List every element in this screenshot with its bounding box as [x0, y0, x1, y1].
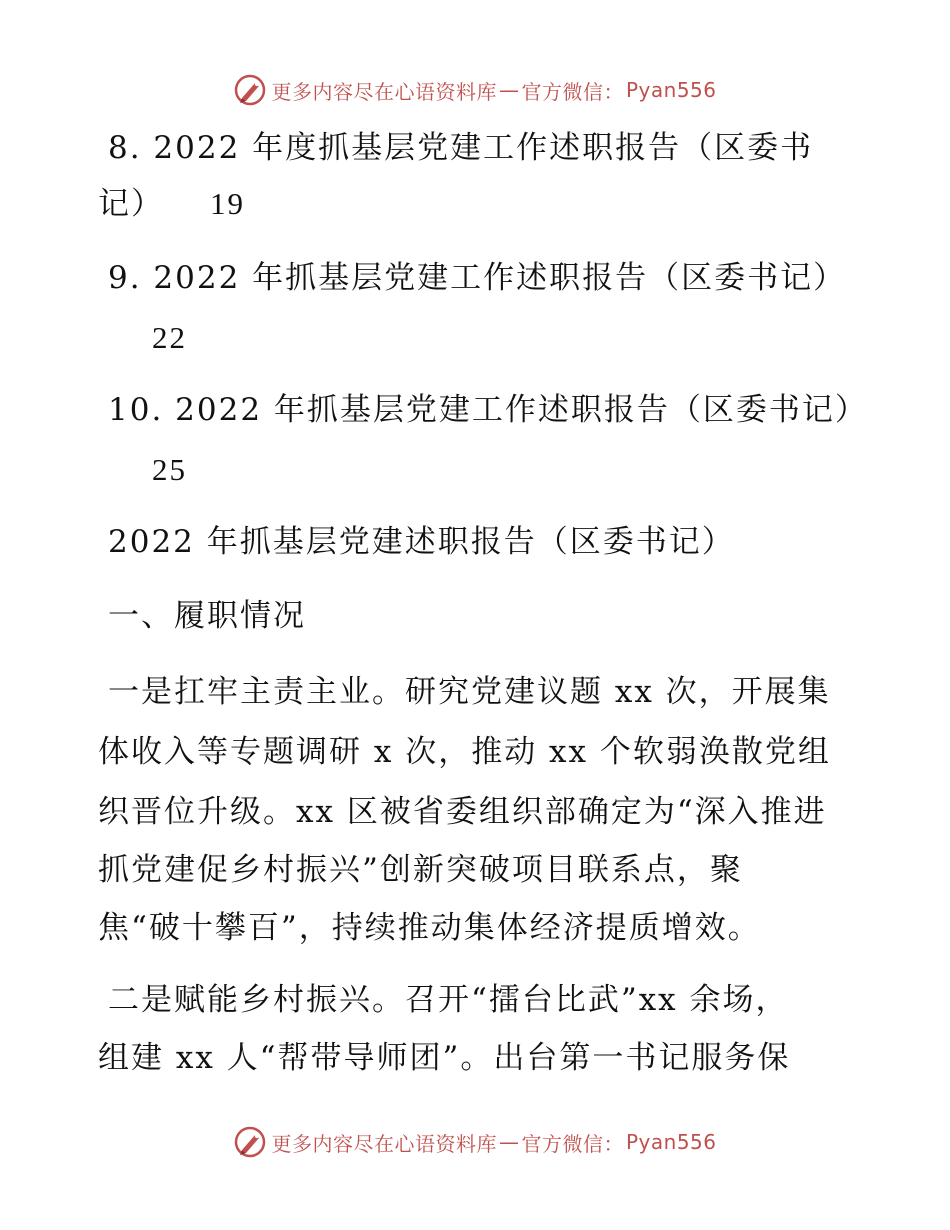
paragraph-1-line-1: 一是扛牢主责主业。研究党建议题 xx 次，开展集 — [108, 674, 831, 710]
toc-item-9-page: 22 — [152, 320, 187, 355]
banner-wechat-label: 官方微信： — [521, 79, 624, 104]
toc-item-10-title: 10. 2022 年抓基层党建工作述职报告（区委书记） — [108, 392, 868, 428]
paragraph-1-line-4: 抓党建促乡村振兴”创新突破项目联系点，聚 — [98, 852, 743, 888]
banner-wechat-id: Pyan556 — [625, 78, 717, 102]
pen-logo-icon — [233, 73, 267, 107]
toc-item-8-title-cont: 记） — [98, 186, 164, 222]
pen-logo-icon — [233, 1125, 267, 1159]
watermark-banner-top — [0, 70, 950, 110]
banner-separator: — — [498, 78, 520, 102]
paragraph-1-line-3: 织晋位升级。xx 区被省委组织部确定为“深入推进 — [98, 794, 827, 830]
banner-wechat-label: 官方微信： — [521, 1131, 624, 1156]
paragraph-2-line-1: 二是赋能乡村振兴。召开“擂台比武”xx 余场， — [108, 982, 789, 1018]
paragraph-1-line-5: 焦“破十攀百”，持续推动集体经济提质增效。 — [98, 910, 761, 946]
toc-item-8-title: 8. 2022 年度抓基层党建工作述职报告（区委书 — [108, 130, 814, 166]
paragraph-1-line-2: 体收入等专题调研 x 次，推动 xx 个软弱涣散党组 — [98, 734, 831, 770]
banner-text: 更多内容尽在心语资料库 — [271, 1131, 497, 1156]
banner-text: 更多内容尽在心语资料库 — [271, 79, 497, 104]
document-title: 2022 年抓基层党建述职报告（区委书记） — [108, 524, 735, 560]
toc-item-9-title: 9. 2022 年抓基层党建工作述职报告（区委书记） — [108, 260, 847, 296]
watermark-banner-bottom — [0, 1122, 950, 1162]
banner-wechat-id: Pyan556 — [625, 1130, 717, 1154]
banner-separator: — — [498, 1130, 520, 1154]
section-heading-1: 一、履职情况 — [108, 598, 306, 634]
toc-item-10-page: 25 — [152, 452, 187, 487]
toc-item-8-page: 19 — [210, 186, 245, 221]
paragraph-2-line-2: 组建 xx 人“帮带导师团”。出台第一书记服务保 — [98, 1040, 791, 1076]
